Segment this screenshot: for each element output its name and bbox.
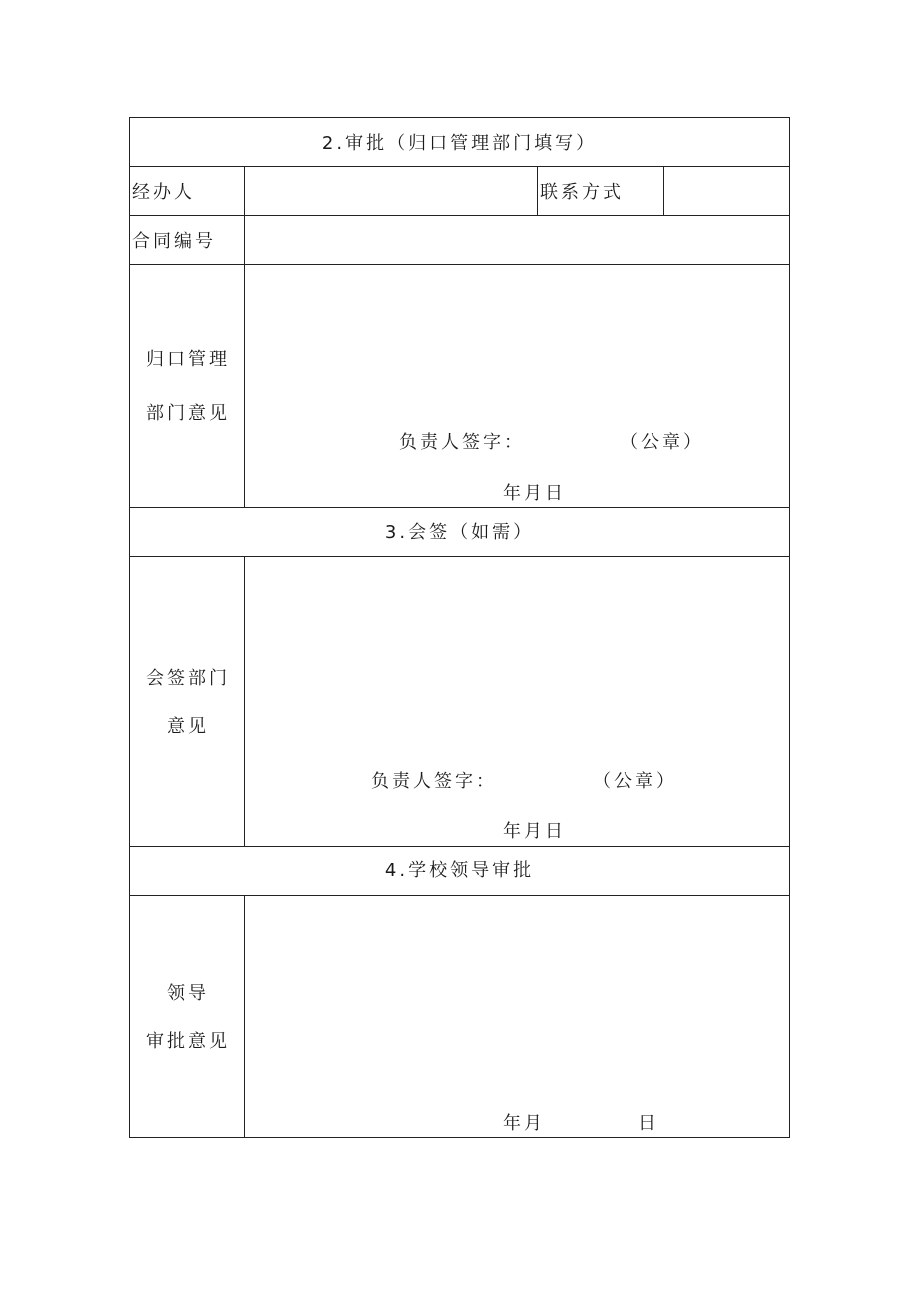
leader-label-line2: 审批意见 <box>146 1031 230 1052</box>
divider <box>244 166 245 215</box>
contact-label: 联系方式 <box>540 182 624 203</box>
signature-label: 负责人签字： <box>371 771 497 792</box>
divider <box>537 166 538 215</box>
cosign-label-line1: 会签部门 <box>146 668 230 689</box>
date-day: 日 <box>638 1113 659 1134</box>
section-3-title: 3.会签（如需） <box>384 522 535 543</box>
divider <box>244 556 245 846</box>
section-2-title: 2.审批（归口管理部门填写） <box>321 133 598 154</box>
contract-number-label: 合同编号 <box>132 231 216 252</box>
cosign-label-line2: 意见 <box>167 716 209 737</box>
approval-form <box>129 117 790 1138</box>
divider <box>663 166 664 215</box>
divider <box>130 507 789 508</box>
date-label: 年月日 <box>503 821 566 842</box>
divider <box>130 215 789 216</box>
divider <box>130 166 789 167</box>
section-4-title: 4.学校领导审批 <box>384 860 535 881</box>
dept-opinion-label-line1: 归口管理 <box>146 349 230 370</box>
leader-label-line1: 领导 <box>167 983 209 1004</box>
seal-label: （公章） <box>593 771 677 792</box>
date-year-month: 年月 <box>503 1113 545 1134</box>
divider <box>130 264 789 265</box>
divider <box>130 556 789 557</box>
handler-label: 经办人 <box>132 182 195 203</box>
divider <box>244 215 245 507</box>
divider <box>244 895 245 1138</box>
divider <box>130 846 789 847</box>
seal-label: （公章） <box>620 432 704 453</box>
dept-opinion-label-line2: 部门意见 <box>146 403 230 424</box>
signature-label: 负责人签字： <box>399 432 525 453</box>
divider <box>130 895 789 896</box>
date-label: 年月日 <box>503 483 566 504</box>
